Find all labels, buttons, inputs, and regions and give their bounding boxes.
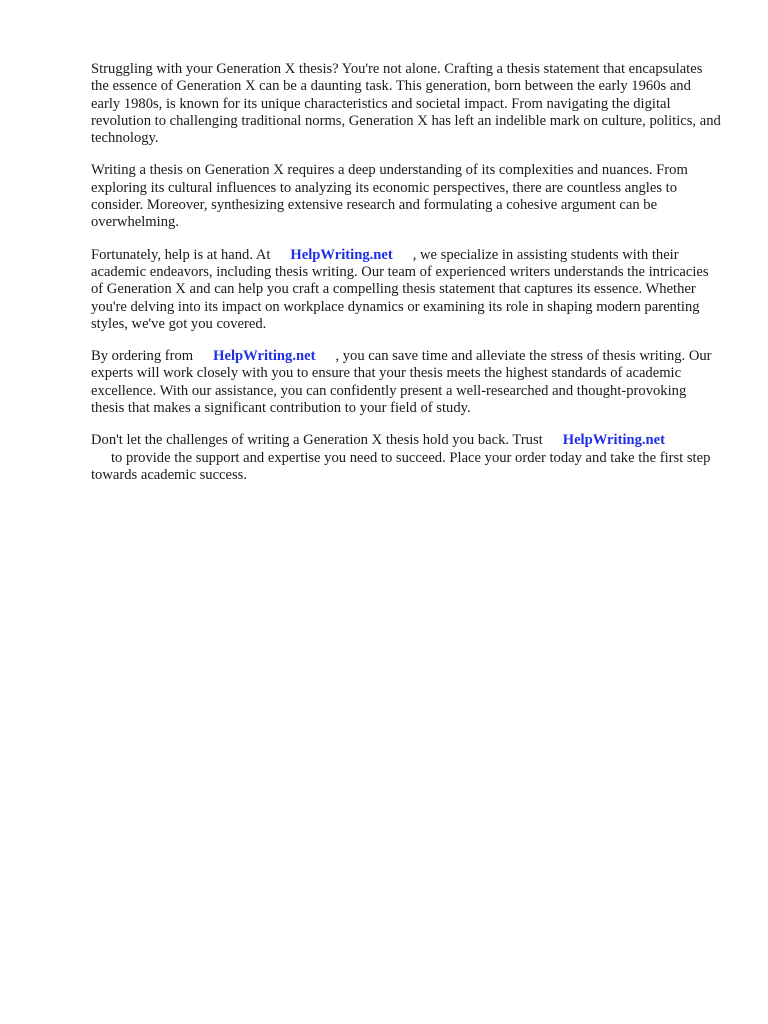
paragraph-complexity: Writing a thesis on Generation X requires a deep understanding of its complexities and nuances. From exploring its cultural influences to analyzing its economic perspectives, there are countless angles to consider. Moreover, synthesizing extensive research and formulating a cohesive argument can be overwhelming. <box>91 162 688 231</box>
paragraph-ordering-lead: By ordering from <box>91 348 194 365</box>
paragraph-help <box>91 247 723 333</box>
paragraph-closing-rest: to provide the support and expertise you need to succeed. Place your order today and take the first step towards academic success. <box>91 449 711 483</box>
paragraph-closing-lead: Don't let the challenges of writing a Generation X thesis hold you back. Trust <box>91 432 543 449</box>
helpwriting-link-2[interactable]: HelpWriting.net <box>213 348 316 365</box>
helpwriting-link-3[interactable]: HelpWriting.net <box>562 432 666 449</box>
paragraph-intro: Struggling with your Generation X thesis? You're not alone. Crafting a thesis statement that encapsulates the essence of Generation X can be a daunting task. This generation, born between the early 1960s and early 1980s, is known for its unique characteristics and societal impact. From navigating the digital revolution to challenging traditional norms, Generation X has left an indelible mark on culture, politics, and technology. <box>91 61 721 147</box>
document-body <box>91 61 723 499</box>
paragraph-closing <box>91 432 723 484</box>
paragraph-ordering-rest: , you can save time and alleviate the stress of thesis writing. Our experts will work closely with you to ensure that your thesis meets the highest standards of academic excellence. With our assistance, you can confidently present a well-researched and thought-provoking thesis that makes a significant contribution to your field of study. <box>91 348 712 417</box>
helpwriting-link-1[interactable]: HelpWriting.net <box>290 246 393 263</box>
paragraph-help-rest: , we specialize in assisting students with their academic endeavors, including thesis writing. Our team of experienced writers understands the intricacies of Generation X and can help you craft a compelling thesis statement that captures its essence. Whether you're delving into its impact on workplace dynamics or examining its role in shaping modern parenting styles, we've got you covered. <box>91 246 709 332</box>
paragraph-help-lead: Fortunately, help is at hand. At <box>91 246 271 263</box>
paragraph-ordering <box>91 348 723 417</box>
